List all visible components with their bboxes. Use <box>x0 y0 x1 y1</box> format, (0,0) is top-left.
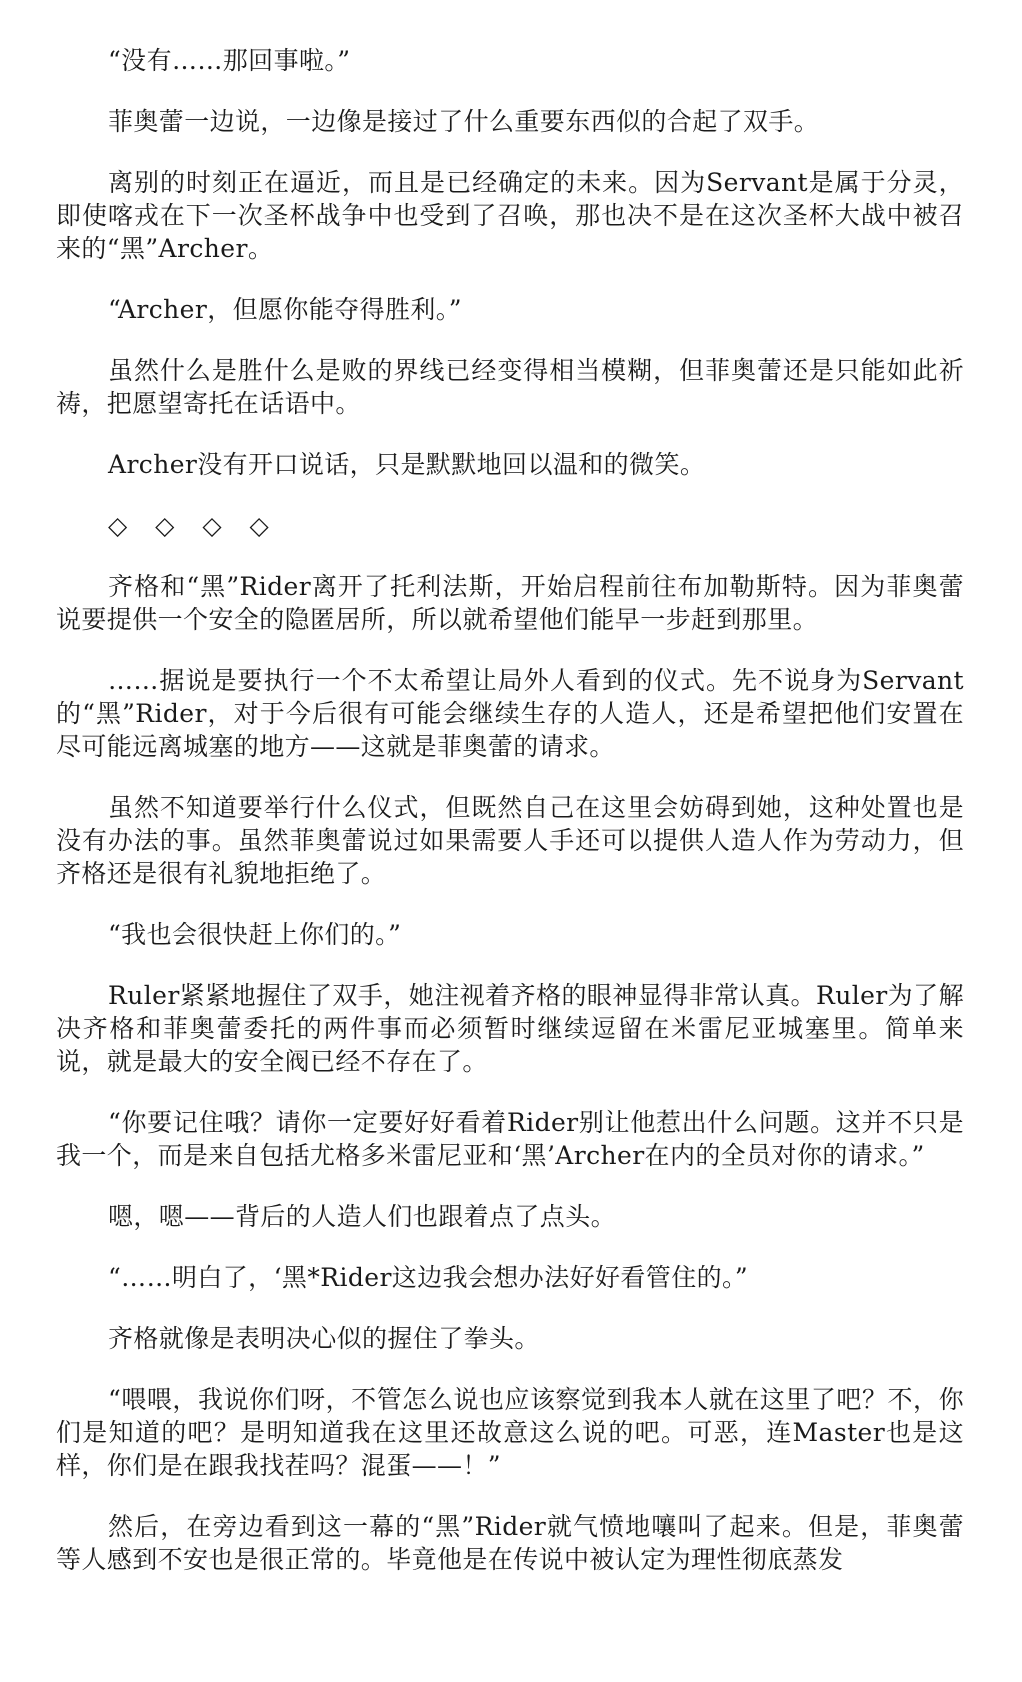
scene-break-separator: ◇ ◇ ◇ ◇ <box>108 511 279 540</box>
paragraph: “你要记住哦？请你一定要好好看着Rider别让他惹出什么问题。这并不只是我一个，而是来自包括尤格多米雷尼亚和‘黑’Archer在内的全员对你的请求。” <box>56 1108 964 1170</box>
paragraph: Ruler紧紧地握住了双手，她注视着齐格的眼神显得非常认真。Ruler为了解决齐格和菲奥蕾委托的两件事而必须暂时继续逗留在米雷尼亚城塞里。简单来说，就是最大的安全阀已经不存在了。 <box>56 981 964 1076</box>
paragraph: ……据说是要执行一个不太希望让局外人看到的仪式。先不说身为Servant的“黑”Rider，对于今后很有可能会继续生存的人造人，还是希望把他们安置在尽可能远离城塞的地方——这就是菲奥蕾的请求。 <box>56 666 964 761</box>
paragraph: 菲奥蕾一边说，一边像是接过了什么重要东西似的合起了双手。 <box>108 107 820 136</box>
paragraph: “……明白了，‘黑*Rider这边我会想办法好好看管住的。” <box>108 1263 749 1292</box>
paragraph: 然后，在旁边看到这一幕的“黑”Rider就气愤地嚷叫了起来。但是，菲奥蕾等人感到不安也是很正常的。毕竟他是在传说中被认定为理性彻底蒸发 <box>56 1512 964 1574</box>
paragraph: “Archer，但愿你能夺得胜利。” <box>108 295 462 324</box>
paragraph: 齐格就像是表明决心似的握住了拳头。 <box>108 1324 540 1353</box>
paragraph: “喂喂，我说你们呀，不管怎么说也应该察觉到我本人就在这里了吧？不，你们是知道的吧？是明知道我在这里还故意这么说的吧。可恶，连Master也是这样，你们是在跟我找茬吗？混蛋——！” <box>56 1385 964 1480</box>
paragraph: Archer没有开口说话，只是默默地回以温和的微笑。 <box>108 450 706 479</box>
novel-page <box>56 44 964 1604</box>
paragraph: 虽然什么是胜什么是败的界线已经变得相当模糊，但菲奥蕾还是只能如此祈祷，把愿望寄托在话语中。 <box>56 356 964 418</box>
paragraph: 嗯，嗯——背后的人造人们也跟着点了点头。 <box>108 1202 617 1231</box>
paragraph: “没有……那回事啦。” <box>108 46 351 75</box>
paragraph: 虽然不知道要举行什么仪式，但既然自己在这里会妨碍到她，这种处置也是没有办法的事。虽然菲奥蕾说过如果需要人手还可以提供人造人作为劳动力，但齐格还是很有礼貌地拒绝了。 <box>56 793 964 888</box>
paragraph: 齐格和“黑”Rider离开了托利法斯，开始启程前往布加勒斯特。因为菲奥蕾说要提供一个安全的隐匿居所，所以就希望他们能早一步赶到那里。 <box>56 572 964 634</box>
paragraph: “我也会很快赶上你们的。” <box>108 920 402 949</box>
paragraph: 离别的时刻正在逼近，而且是已经确定的未来。因为Servant是属于分灵，即使喀戎在下一次圣杯战争中也受到了召唤，那也决不是在这次圣杯大战中被召来的“黑”Archer。 <box>56 168 964 263</box>
